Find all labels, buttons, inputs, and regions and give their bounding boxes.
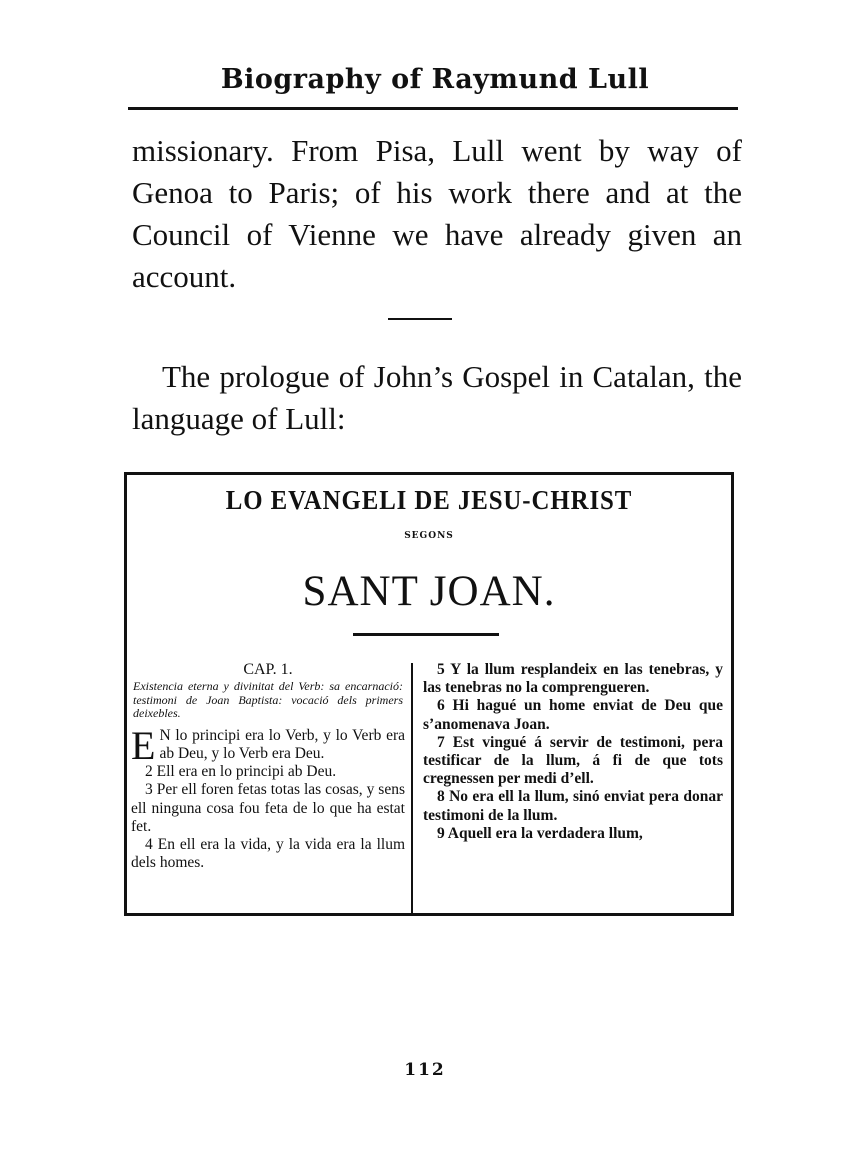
gospel-right-column [423,661,723,843]
gospel-left-column [131,661,405,872]
drop-cap: E [131,722,156,768]
body-paragraph-2: The prologue of John’s Gospel in Catalan, the language of Lull: [132,359,742,436]
gospel-segons: SEGONS [404,531,454,541]
chapter-heading: CAP. 1. [243,661,293,678]
page-number: 112 [404,1060,446,1080]
verse-1 [131,722,405,768]
running-title: Biography of Raymund Lull [220,64,650,95]
gospel-title-rule [353,633,499,636]
chapter-summary: Existencia eterna y divinitat del Verb: sa encarnació: testimoni de Joan Baptista: vocació dels primers deixebles. [133,679,403,721]
verse-2: 2 Ell era en lo principi ab Deu. [145,763,337,781]
verse-5: 5 Y la llum resplandeix en las tenebras, y las tenebras no la comprengueren. [423,661,723,697]
verse-6: 6 Hi hagué un home enviat de Deu que s’anomenava Joan. [423,697,723,733]
verse-4: 4 En ell era la vida, y la vida era la llum dels homes. [131,835,405,872]
body-paragraph-1: missionary. From Pisa, Lull went by way of Genoa to Paris; of his work there and at the Council of Vienne we have already given an account. [132,133,742,294]
header-rule [128,107,738,110]
verse-3: 3 Per ell foren fetas totas las cosas, y sens ell ninguna cosa fou feta de lo que ha estat fet. [131,781,405,835]
column-divider [411,663,413,915]
verse-7: 7 Est vingué á servir de testimoni, pera testificar de la llum, á fi de que tots cregnessen per medi d’ell. [423,733,723,788]
section-divider [388,318,452,320]
gospel-facsimile [124,472,734,916]
gospel-saint: SANT JOAN. [302,568,556,615]
verse-1-text: N lo principi era lo Verb, y lo Verb era ab Deu, y lo Verb era Deu. [159,726,405,762]
gospel-title: LO EVANGELI DE JESU-CHRIST [225,485,633,515]
verse-8: 8 No era ell la llum, sinó enviat pera donar testimoni de la llum. [423,788,723,824]
verse-9: 9 Aquell era la verdadera llum, [437,824,643,842]
